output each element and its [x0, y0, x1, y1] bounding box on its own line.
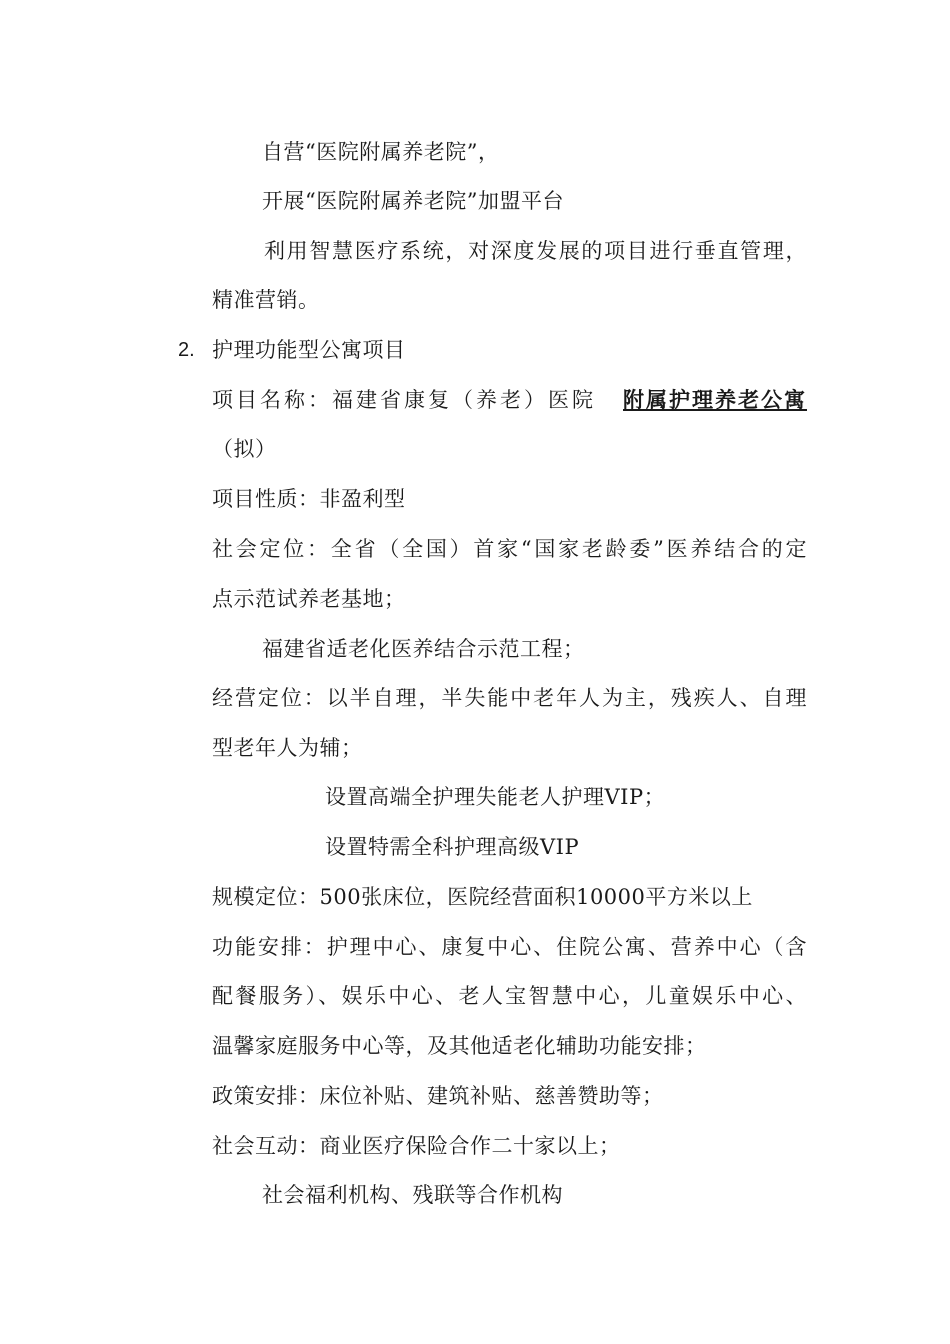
project-name-suffix: （拟） [212, 437, 277, 461]
project-name-row [212, 385, 807, 415]
paragraph-franchise-platform: 开展“医院附属养老院”加盟平台 [262, 189, 564, 213]
list-item-number: 2. [178, 339, 195, 361]
policy-arrangement: 政策安排：床位补贴、建筑补贴、慈善赞助等； [212, 1084, 664, 1108]
project-nature: 项目性质：非盈利型 [212, 487, 406, 511]
business-position-line-2: 型老年人为辅； [212, 736, 363, 760]
social-interaction-line-1: 社会互动：商业医疗保险合作二十家以上； [212, 1134, 621, 1158]
project-name-highlight: 附属护理养老公寓 [623, 387, 807, 412]
paragraph-precise-marketing: 精准营销。 [212, 288, 320, 312]
social-position-line-2: 点示范试养老基地； [212, 587, 406, 611]
function-arrangement-line-1: 功能安排：护理中心、康复中心、住院公寓、营养中心（含 [212, 935, 807, 959]
social-position-line-3: 福建省适老化医养结合示范工程； [262, 637, 585, 661]
social-interaction-line-2: 社会福利机构、残联等合作机构 [262, 1183, 563, 1207]
scale-position: 规模定位：500张床位，医院经营面积10000平方米以上 [212, 885, 753, 909]
paragraph-smart-medical: 利用智慧医疗系统，对深度发展的项目进行垂直管理， [264, 239, 807, 263]
vip-setting-1: 设置高端全护理失能老人护理VIP； [325, 785, 666, 809]
function-arrangement-line-2: 配餐服务）、娱乐中心、老人宝智慧中心，儿童娱乐中心、 [212, 984, 807, 1008]
vip-setting-2: 设置特需全科护理高级VIP [325, 835, 580, 859]
social-position-line-1: 社会定位：全省（全国）首家“国家老龄委”医养结合的定 [212, 537, 807, 561]
project-name-label: 项目名称：福建省康复（养老）医院 [212, 388, 596, 412]
business-position-line-1: 经营定位：以半自理，半失能中老年人为主，残疾人、自理 [212, 686, 807, 710]
function-arrangement-line-3: 温馨家庭服务中心等，及其他适老化辅助功能安排； [212, 1034, 707, 1058]
paragraph-self-operated: 自营“医院附属养老院”， [262, 140, 500, 164]
section-heading: 护理功能型公寓项目 [212, 338, 406, 362]
